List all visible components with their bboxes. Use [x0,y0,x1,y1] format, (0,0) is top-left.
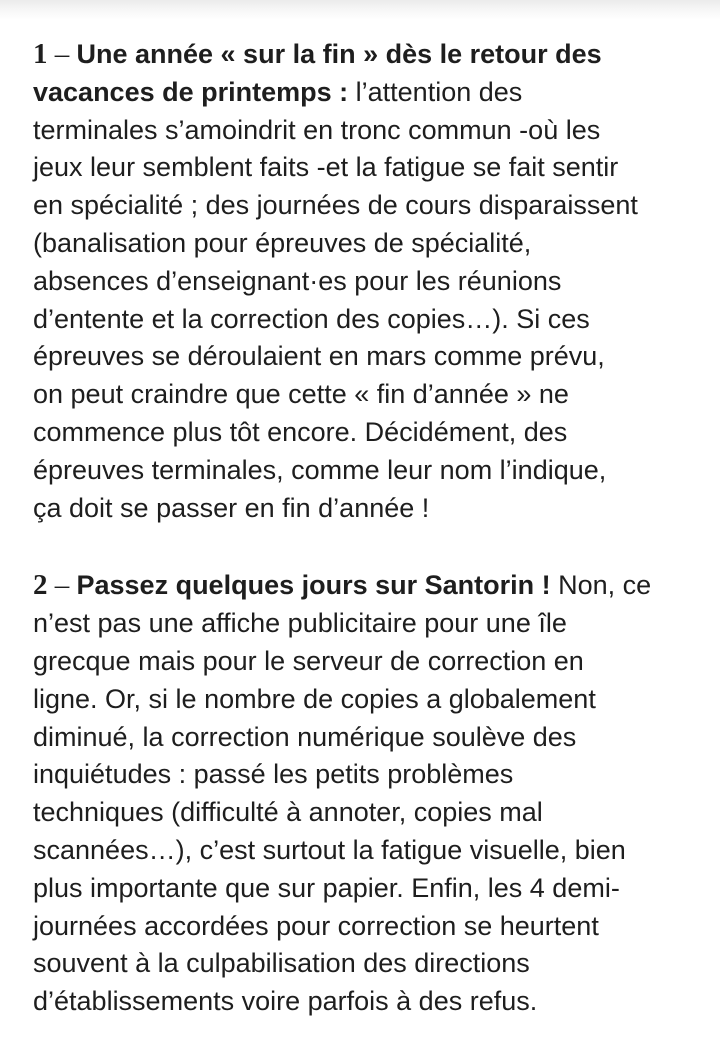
top-shadow [0,0,720,20]
paragraph-2 [33,567,688,1021]
paragraph-line: (banalisation pour épreuves de spécialité, [33,227,532,258]
paragraph-line: commence plus tôt encore. Décidément, des [33,416,568,447]
paragraph-heading: vacances de printemps : [33,76,349,107]
paragraph-heading: Une année « sur la fin » dès le retour des [76,39,602,69]
body-text: l’attention des [348,76,523,107]
paragraph-line: souvent à la culpabilisation des directions [33,948,530,979]
paragraph-line: n’est pas une affiche publicitaire pour une île [33,608,567,639]
paragraph-line: inquiétudes : passé les petits problèmes [33,759,514,790]
paragraph-line [33,36,688,74]
paragraph-line [33,74,688,112]
paragraph-line: diminué, la correction numérique soulève des [33,721,577,752]
paragraph-number: 1 [33,38,48,70]
paragraph-line: jeux leur semblent faits -et la fatigue se fait sentir [33,152,619,183]
paragraph-line: d’établissements voire parfois à des refus. [33,986,538,1017]
paragraph-line: ligne. Or, si le nombre de copies a globalement [33,683,596,714]
paragraph-1 [33,36,688,527]
paragraph-line: épreuves terminales, comme leur nom l’indique, [33,454,607,485]
paragraph-line: on peut craindre que cette « fin d’année » ne [33,379,569,410]
paragraph-number: 2 [33,569,48,602]
paragraph-line [33,567,688,605]
body-text: Non, ce [550,570,652,601]
paragraph-dash: – [47,569,77,602]
paragraph-line: absences d’enseignant·es pour les réunions [33,265,562,296]
paragraph-line: plus importante que sur papier. Enfin, les 4 demi- [33,872,620,903]
paragraph-line: techniques (difficulté à annoter, copies mal [33,797,543,828]
paragraph-line: terminales s’amoindrit en tronc commun -où les [33,114,601,145]
paragraph-line: d’entente et la correction des copies…). Si ces [33,303,590,334]
paragraph-line: grecque mais pour le serveur de correction en [33,645,584,676]
paragraph-line: scannées…), c’est surtout la fatigue visuelle, bien [33,834,626,865]
paragraph-dash: – [47,38,77,70]
paragraph-line: ça doit se passer en fin d’année ! [33,492,430,523]
paragraph-line: en spécialité ; des journées de cours disparaissent [33,190,638,221]
paragraph-line: journées accordées pour correction se heurtent [33,910,599,941]
paragraph-line: épreuves se déroulaient en mars comme prévu, [33,341,605,372]
paragraph-heading: Passez quelques jours sur Santorin ! [76,570,551,601]
